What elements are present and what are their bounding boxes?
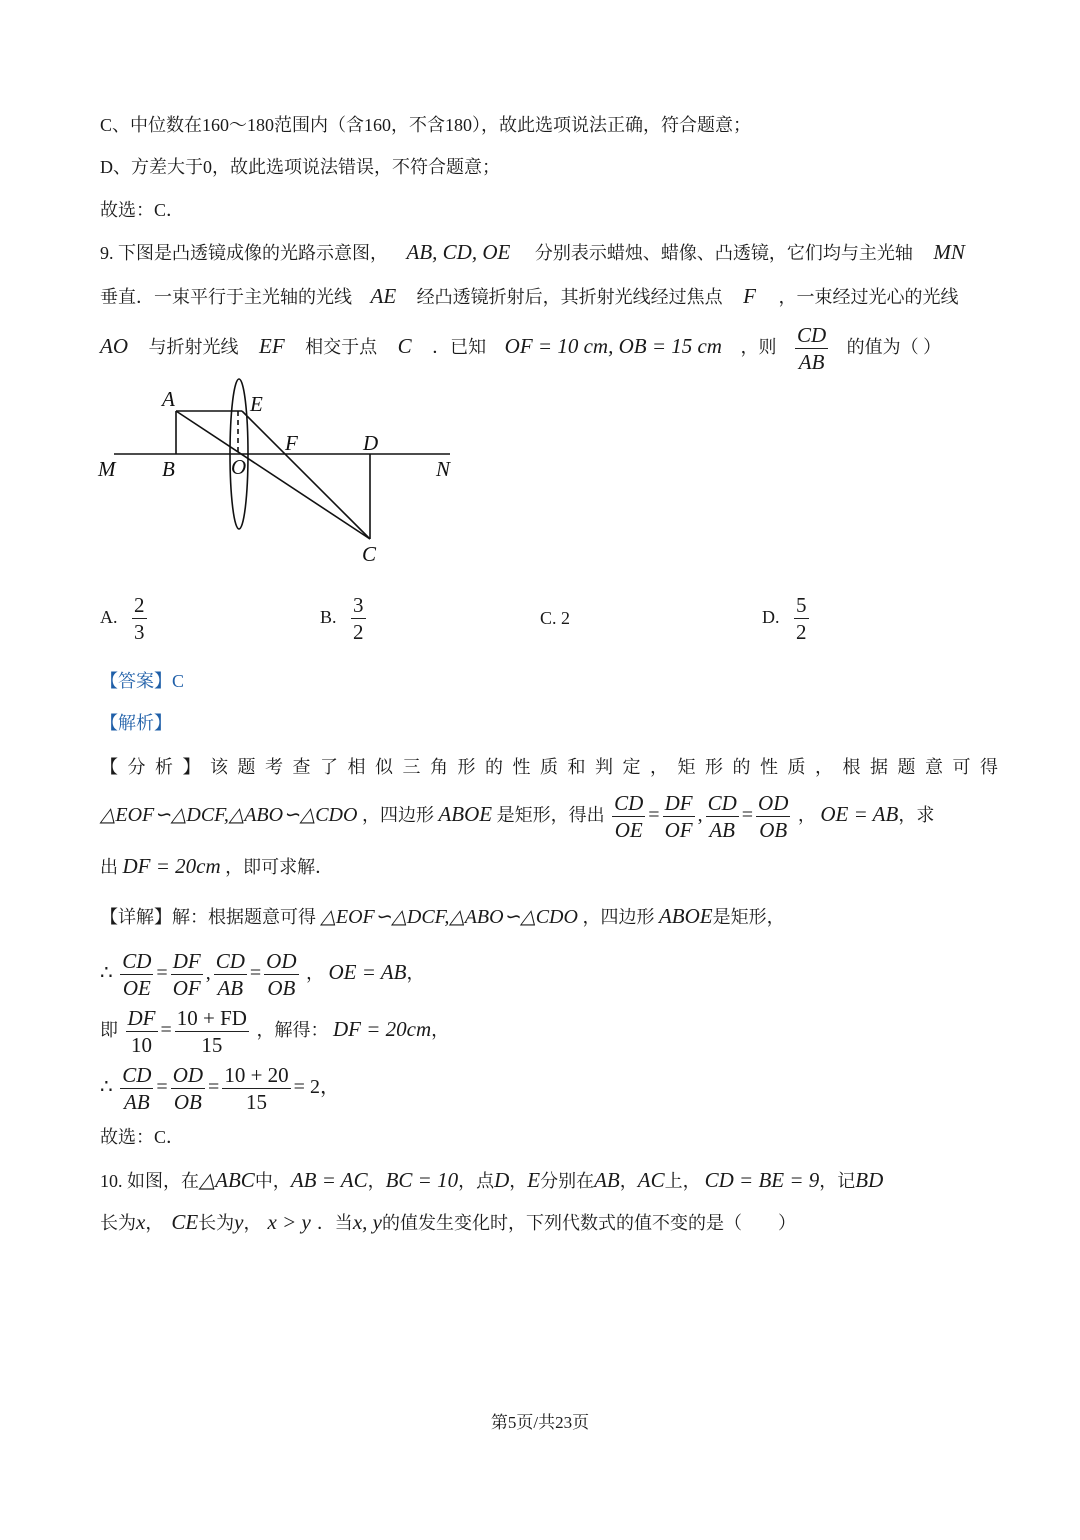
ray-ao bbox=[176, 411, 370, 539]
analysis-heading: 【解析】 bbox=[100, 713, 172, 733]
d-option-line: D、方差大于0，故此选项说法错误，不符合题意； bbox=[100, 157, 500, 177]
detail-line-3: 即 $\frac{DF}{10}$ = $\frac{10 + FD}{15}$ ，解得： DF = 20cm， bbox=[100, 1006, 450, 1058]
label-e: E bbox=[250, 392, 263, 416]
q10-line-1: 10. 如图，在△ABC中，AB = AC，BC = 10，点D，E分别在AB，AC上， CD = BE = 9，记BD bbox=[100, 1168, 884, 1192]
detail-line-2: ∴ $\frac{CD}{OE}$ = $\frac{DF}{OF}$ , $\frac{CD}{AB}$ = $\frac{OD}{OB}$ ， OE = AB， bbox=[100, 949, 425, 1001]
answer-line: 【答案】C bbox=[100, 671, 185, 691]
detail-line-4: ∴ $\frac{CD}{AB}$ = $\frac{OD}{OB}$ = $\frac{10 + 20}{15}$ = 2， bbox=[100, 1063, 340, 1115]
label-b: B bbox=[162, 457, 175, 481]
choose-line-1: 故选：C． bbox=[100, 200, 185, 220]
fraction-cd-ab: $\frac{CD}{AB}$ bbox=[796, 323, 827, 375]
lens-diagram bbox=[90, 375, 470, 575]
option-d[interactable]: D. $\frac{5}{2}$ bbox=[762, 593, 807, 645]
analysis-line-2: △EOF∽△DCF,△ABO∽△CDO ，四边形 ABOE 是矩形，得出 $\frac{CD}{OE}$ = $\frac{DF}{OF}$ , $\frac{CD}{AB}$ = $\frac{OD}{OB}$ ， OE = AB，求 bbox=[100, 791, 935, 843]
label-a: A bbox=[162, 387, 175, 411]
option-c[interactable]: C. 2 bbox=[540, 608, 571, 628]
q9-line-2: 垂直．一束平行于主光轴的光线 AE 经凸透镜折射后，其折射光线经过焦点 F ，一束经过光心的光线 bbox=[100, 284, 959, 308]
label-c: C bbox=[362, 542, 377, 566]
label-m: M bbox=[98, 457, 116, 481]
q9-line-3: AO 与折射光线 EF 相交于点 C ．已知 OF = 10 cm, OB = 15 cm ，则 $\frac{CD}{AB}$ 的值为（ ） bbox=[100, 323, 942, 375]
detail-line-1: 【详解】解：根据题意可得 △EOF∽△DCF,△ABO∽△CDO ，四边形 ABOE是矩形， bbox=[100, 904, 785, 928]
q10-line-2: 长为x， CE长为y， x > y ．当x, y的值发生变化时，下列代数式的值不变的是（ ） bbox=[100, 1210, 796, 1234]
choose-line-2: 故选：C． bbox=[100, 1127, 185, 1147]
option-a[interactable]: A. $\frac{2}{3}$ bbox=[100, 593, 145, 645]
ray-ef bbox=[242, 411, 370, 539]
option-b[interactable]: B. $\frac{3}{2}$ bbox=[320, 593, 364, 645]
page-footer: 第5页/共23页 bbox=[490, 1413, 590, 1432]
label-n: N bbox=[436, 457, 451, 481]
label-d: D bbox=[363, 431, 379, 455]
q9-line-1: 9. 下图是凸透镜成像的光路示意图， AB, CD, OE 分别表示蜡烛、蜡像、凸透镜，它们均与主光轴 MN bbox=[100, 240, 965, 264]
analysis-line-1: 【分析】该题考查了相似三角形的性质和判定，矩形的性质，根据题意可得 bbox=[100, 757, 1008, 777]
label-o: O bbox=[231, 455, 247, 479]
analysis-line-3: 出 DF = 20cm ，即可求解． bbox=[100, 854, 334, 878]
label-f: F bbox=[285, 431, 298, 455]
c-option-line: C、中位数在160～180范围内（含160，不含180），故此选项说法正确，符合题意； bbox=[100, 115, 752, 135]
